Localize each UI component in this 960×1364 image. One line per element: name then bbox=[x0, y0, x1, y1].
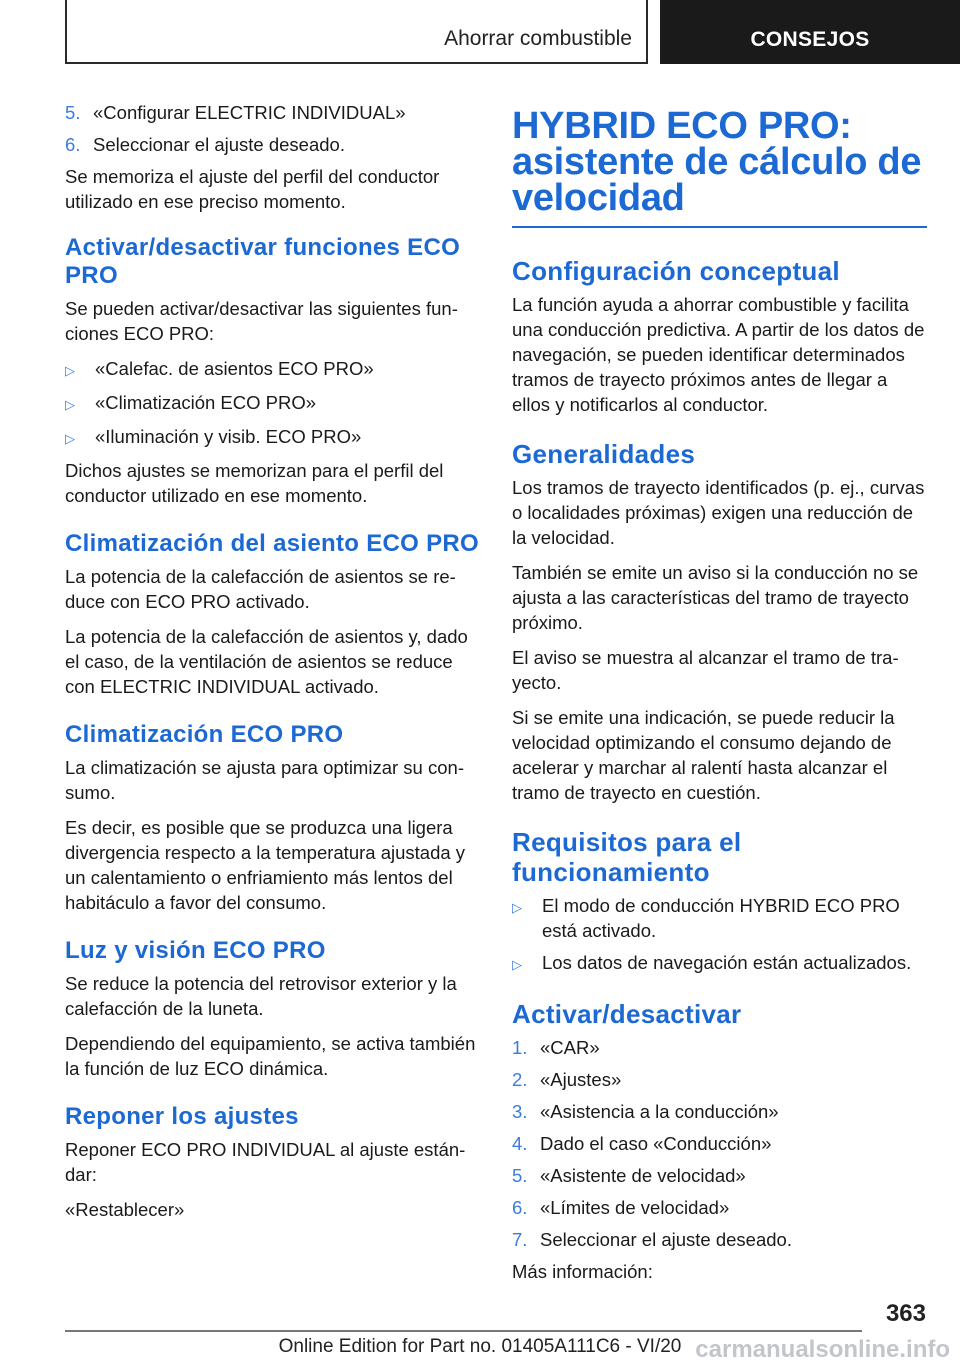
paragraph: Se reduce la potencia del retrovisor exterior y la calefacción de la luneta. bbox=[65, 973, 457, 1019]
list-item: 1. «CAR» bbox=[512, 1037, 600, 1058]
list-item: 2. «Ajustes» bbox=[512, 1069, 622, 1090]
paragraph: «Restablecer» bbox=[65, 1199, 185, 1220]
paragraph: Dichos ajustes se memorizan para el perfil del conductor utilizado en ese momento. bbox=[65, 460, 444, 506]
paragraph: Si se emite una indicación, se puede reducir la velocidad optimizando el consumo dejando de acelerar y marchar al ralentí hasta alcanzar el tramo de trayecto en cuestión. bbox=[512, 707, 895, 803]
list-item: 6. Seleccionar el ajuste deseado. bbox=[65, 134, 345, 155]
left-column bbox=[65, 100, 480, 1232]
paragraph: Dependiendo del equipamiento, se activa también la función de luz ECO dinámica. bbox=[65, 1033, 476, 1079]
heading-climatizacion: Climatización ECO PRO bbox=[65, 721, 344, 748]
list-item: 4. Dado el caso «Conducción» bbox=[512, 1133, 772, 1154]
steps-list-left bbox=[65, 100, 480, 157]
page-title: HYBRID ECO PRO: asistente de cálculo de velocidad bbox=[512, 105, 922, 219]
list-item: ▷ Los datos de navegación están actualizados. bbox=[512, 950, 927, 977]
paragraph: Se pueden activar/desactivar las siguientes funciones ECO PRO: bbox=[65, 298, 458, 344]
page-header bbox=[0, 0, 960, 66]
section-title: Ahorrar combustible bbox=[444, 27, 632, 50]
list-item: ▷ El modo de conducción HYBRID ECO PRO está activado. bbox=[512, 895, 900, 941]
list-item: 3. «Asistencia a la conducción» bbox=[512, 1101, 779, 1122]
chapter-tab[interactable] bbox=[660, 0, 960, 64]
list-item: 5. «Asistente de velocidad» bbox=[512, 1165, 746, 1186]
bullet-list bbox=[512, 893, 927, 977]
paragraph: Los tramos de trayecto identificados (p. ej., curvas o localidades próximas) exigen una reducción de la velocidad. bbox=[512, 477, 925, 548]
footer-edition: Online Edition for Part no. 01405A111C6 - VI/20 bbox=[278, 1336, 682, 1357]
bullet-list bbox=[65, 356, 480, 451]
triangle-right-icon: ▷ bbox=[512, 900, 522, 915]
triangle-right-icon: ▷ bbox=[65, 363, 75, 378]
triangle-right-icon: ▷ bbox=[65, 397, 75, 412]
heading-activar-funciones: Activar/desactivar funciones ECO PRO bbox=[65, 234, 461, 289]
list-item: 5. «Configurar ELECTRIC INDIVIDUAL» bbox=[65, 102, 406, 123]
triangle-right-icon: ▷ bbox=[512, 957, 522, 972]
paragraph: También se emite un aviso si la conducción no se ajusta a las características del tramo de trayecto próximo. bbox=[512, 562, 919, 633]
paragraph: Reponer ECO PRO INDIVIDUAL al ajuste estándar: bbox=[65, 1139, 466, 1185]
heading-clim-asiento: Climatización del asiento ECO PRO bbox=[65, 530, 479, 557]
list-item: ▷ «Climatización ECO PRO» bbox=[65, 390, 480, 417]
steps-list-right bbox=[512, 1035, 927, 1252]
section-header bbox=[65, 0, 648, 64]
page-number: 363 bbox=[885, 1300, 926, 1327]
paragraph: La potencia de la calefacción de asientos se reduce con ECO PRO activado. bbox=[65, 566, 456, 612]
paragraph: El aviso se muestra al alcanzar el tramo de trayecto. bbox=[512, 647, 899, 693]
heading-luz-vision: Luz y visión ECO PRO bbox=[65, 937, 326, 964]
paragraph: La climatización se ajusta para optimizar su consumo. bbox=[65, 757, 464, 803]
list-item: 7. Seleccionar el ajuste deseado. bbox=[512, 1229, 792, 1250]
heading-configuracion: Configuración conceptual bbox=[512, 256, 840, 286]
paragraph: Se memoriza el ajuste del perfil del conductor utilizado en ese preciso momento. bbox=[65, 166, 440, 212]
heading-requisitos: Requisitos para el funcionamiento bbox=[512, 827, 742, 887]
paragraph: Más información: bbox=[512, 1261, 653, 1282]
paragraph: La potencia de la calefacción de asientos y, dado el caso, de la ventilación de asientos se reduce con ELECTRIC INDIVIDUAL activado. bbox=[65, 626, 468, 697]
footer-divider bbox=[65, 1330, 862, 1332]
list-item: 6. «Límites de velocidad» bbox=[512, 1197, 730, 1218]
paragraph: Es decir, es posible que se produzca una ligera divergencia respecto a la temperatura ajustada y un calentamiento o enfriamiento más lentos del habitáculo a favor del consumo. bbox=[65, 817, 466, 913]
list-item: ▷ «Iluminación y visib. ECO PRO» bbox=[65, 424, 480, 451]
list-item: ▷ «Calefac. de asientos ECO PRO» bbox=[65, 356, 480, 383]
watermark: carmanualsonline.info bbox=[695, 1336, 950, 1363]
heading-reponer: Reponer los ajustes bbox=[65, 1103, 299, 1130]
right-column bbox=[512, 100, 927, 1294]
heading-generalidades: Generalidades bbox=[512, 439, 696, 469]
triangle-right-icon: ▷ bbox=[65, 431, 75, 446]
title-divider bbox=[512, 226, 927, 228]
heading-activar-desactivar: Activar/desactivar bbox=[512, 999, 742, 1029]
paragraph: La función ayuda a ahorrar combustible y facilita una conducción predictiva. A partir de los datos de navegación, se pueden identificar determinados tramos de trayecto próximos antes de llegar a ellos y notificarlos al conductor. bbox=[512, 294, 925, 415]
chapter-tab-label: CONSEJOS bbox=[750, 28, 870, 51]
